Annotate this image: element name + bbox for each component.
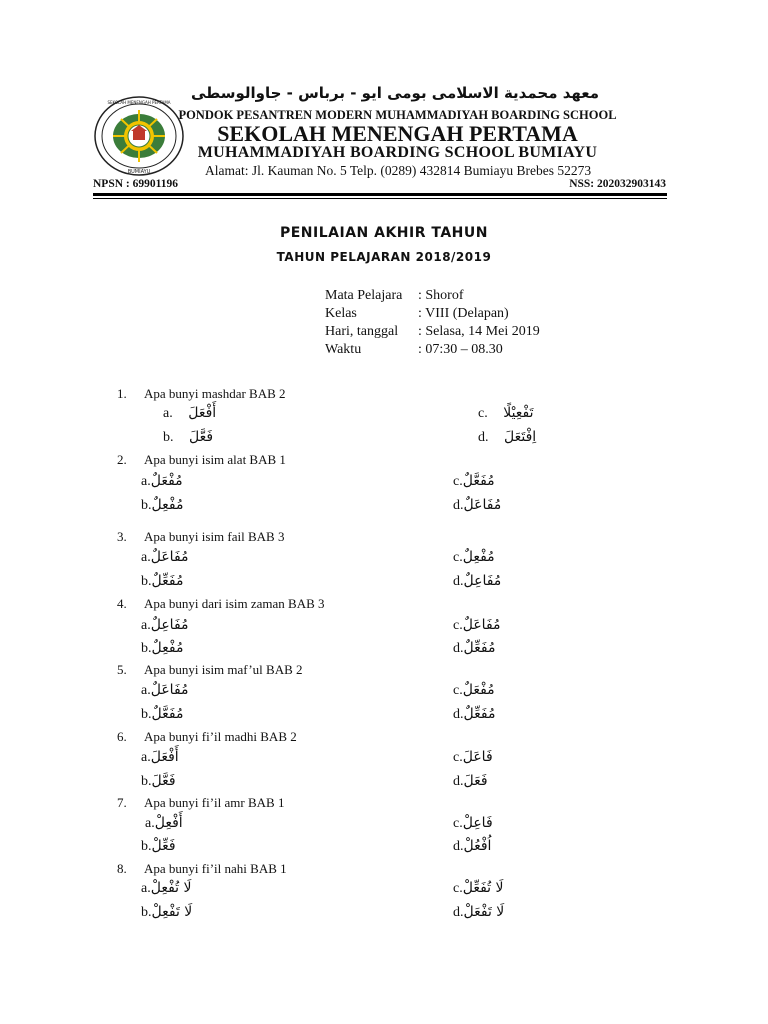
option-arabic: تَفْعِيْلًا — [503, 405, 534, 421]
option-arabic: مُفَاعِلٌ — [150, 617, 189, 633]
info-label: Mata Pelajara — [325, 288, 403, 303]
option-d — [453, 573, 501, 590]
question-4 — [117, 596, 325, 612]
school-address: Alamat: Jl. Kauman No. 5 Telp. (0289) 432814 Bumiayu Brebes 52273 — [205, 163, 592, 178]
option-a — [141, 473, 183, 490]
question-number: 4. — [117, 596, 127, 611]
option-arabic: أَفْعِلْ — [154, 815, 183, 831]
header-divider-thin — [93, 198, 667, 199]
option-a — [141, 682, 189, 699]
svg-text:BUMIAYU: BUMIAYU — [127, 169, 151, 175]
option-letter: d. — [453, 574, 464, 589]
option-arabic: مُفَعِّلٌ — [463, 640, 496, 656]
info-label: Waktu — [325, 342, 362, 357]
option-letter: b. — [141, 574, 152, 589]
npsn-number: NPSN : 69901196 — [93, 178, 178, 190]
option-letter: c. — [453, 550, 463, 565]
info-row-date — [325, 324, 540, 340]
option-arabic: مُفَعَّلٌ — [462, 473, 495, 489]
option-letter: a. — [141, 881, 151, 896]
option-letter: d. — [478, 430, 489, 445]
info-value: : Shorof — [418, 288, 464, 303]
option-arabic: اِفْتَعَلَ — [504, 429, 537, 445]
exam-subtitle: TAHUN PELAJARAN 2018/2019 — [276, 250, 492, 264]
option-arabic: مُفْعِلٌ — [151, 497, 184, 513]
question-text: Apa bunyi fi’il nahi BAB 1 — [144, 861, 287, 876]
option-letter: a. — [145, 816, 155, 831]
option-c — [478, 405, 534, 422]
option-letter: c. — [453, 683, 463, 698]
option-letter: a. — [163, 406, 173, 421]
option-a — [145, 815, 183, 832]
option-arabic: أَفْعَلَ — [188, 405, 217, 421]
info-row-time — [325, 342, 503, 358]
school-name: SEKOLAH MENENGAH PERTAMA — [217, 121, 578, 146]
option-arabic: اُفْعُلْ — [463, 838, 492, 854]
option-b — [141, 706, 183, 723]
option-letter: c. — [453, 618, 463, 633]
option-c — [453, 682, 495, 699]
option-c — [453, 549, 495, 566]
question-5 — [117, 662, 303, 678]
option-d — [453, 640, 495, 657]
option-arabic: مُفَاعَلٌ — [462, 617, 501, 633]
option-c — [453, 473, 495, 490]
option-arabic: مُفَعَّلٌ — [151, 706, 184, 722]
option-letter: d. — [453, 839, 464, 854]
option-a — [141, 549, 189, 566]
option-letter: d. — [453, 498, 464, 513]
question-6 — [117, 729, 297, 745]
question-text: Apa bunyi fi’il amr BAB 1 — [144, 795, 285, 810]
option-arabic: فَعَّلَ — [189, 429, 214, 445]
question-text: Apa bunyi fi’il madhi BAB 2 — [144, 729, 297, 744]
option-letter: d. — [453, 641, 464, 656]
exam-title: PENILAIAN AKHIR TAHUN — [279, 225, 488, 241]
option-arabic: لَا تَفْعَلْ — [463, 904, 505, 920]
question-text: Apa bunyi dari isim zaman BAB 3 — [144, 596, 325, 611]
option-letter: b. — [163, 430, 174, 445]
question-text: Apa bunyi isim alat BAB 1 — [144, 452, 286, 467]
option-arabic: لَا تَفْعِلْ — [151, 904, 193, 920]
question-number: 1. — [117, 386, 127, 401]
info-row-class — [325, 306, 509, 322]
option-b — [141, 573, 183, 590]
option-letter: b. — [141, 905, 152, 920]
question-number: 6. — [117, 729, 127, 744]
arabic-school-name: معهد محمدية الاسلامى بومى ايو - برباس - جاوالوسطى — [190, 84, 600, 102]
option-arabic: مُفْعَلٌ — [150, 473, 183, 489]
school-subname: MUHAMMADIYAH BOARDING SCHOOL BUMIAYU — [197, 144, 598, 161]
option-letter: c. — [453, 881, 463, 896]
option-b — [141, 640, 183, 657]
option-c — [453, 880, 504, 897]
question-text: Apa bunyi isim maf’ul BAB 2 — [144, 662, 303, 677]
header-divider-thick — [93, 193, 667, 196]
option-c — [453, 815, 493, 832]
option-arabic: مُفْعِلٌ — [151, 640, 184, 656]
question-number: 2. — [117, 452, 127, 467]
option-b — [141, 904, 192, 921]
option-letter: b. — [141, 839, 152, 854]
option-arabic: مُفْعِلٌ — [462, 549, 495, 565]
option-a — [141, 617, 189, 634]
option-arabic: فَاعَلَ — [462, 749, 493, 765]
option-arabic: مُفَاعَلٌ — [150, 682, 189, 698]
info-value: : 07:30 – 08.30 — [418, 342, 503, 357]
option-d — [453, 706, 495, 723]
option-b — [141, 773, 176, 790]
question-number: 5. — [117, 662, 127, 677]
option-letter: b. — [141, 641, 152, 656]
option-arabic: مُفَاعِلٌ — [463, 573, 502, 589]
option-letter: d. — [453, 905, 464, 920]
svg-text:SEKOLAH MENENGAH PERTAMA: SEKOLAH MENENGAH PERTAMA — [107, 100, 171, 105]
pondok-name: PONDOK PESANTREN MODERN MUHAMMADIYAH BOARDING SCHOOL — [178, 108, 617, 122]
option-arabic: لَا تُفَعِّلْ — [462, 880, 504, 896]
option-letter: c. — [453, 750, 463, 765]
option-letter: b. — [141, 774, 152, 789]
info-label: Hari, tanggal — [325, 324, 399, 339]
option-arabic: مُفَاعَلٌ — [463, 497, 502, 513]
option-letter: a. — [141, 474, 151, 489]
option-b — [141, 497, 183, 514]
option-arabic: لَا تُفْعِلْ — [150, 880, 192, 896]
question-number: 8. — [117, 861, 127, 876]
option-arabic: مُفْعَلٌ — [462, 682, 495, 698]
option-arabic: فَعَلَ — [463, 773, 488, 789]
question-number: 7. — [117, 795, 127, 810]
option-b — [141, 838, 176, 855]
question-3 — [117, 529, 284, 545]
option-c — [453, 617, 501, 634]
option-letter: a. — [141, 683, 151, 698]
option-a — [141, 880, 192, 897]
option-arabic: مُفَاعَلٌ — [150, 549, 189, 565]
option-letter: b. — [141, 707, 152, 722]
option-b — [163, 429, 213, 446]
option-a — [141, 749, 179, 766]
option-letter: c. — [478, 406, 488, 421]
question-text: Apa bunyi mashdar BAB 2 — [144, 386, 286, 401]
option-arabic: فَعَّلَ — [151, 773, 176, 789]
question-7 — [117, 795, 284, 811]
option-arabic: أَفْعَلَ — [150, 749, 179, 765]
option-letter: a. — [141, 618, 151, 633]
info-row-subject — [325, 288, 464, 304]
option-d — [453, 773, 488, 790]
option-letter: b. — [141, 498, 152, 513]
option-letter: d. — [453, 774, 464, 789]
option-letter: a. — [141, 750, 151, 765]
option-d — [453, 838, 491, 855]
option-c — [453, 749, 493, 766]
nss-number: NSS: 202032903143 — [569, 178, 666, 190]
question-8 — [117, 861, 287, 877]
info-value: : VIII (Delapan) — [418, 306, 509, 321]
option-a — [163, 405, 216, 422]
question-2 — [117, 452, 286, 468]
option-letter: a. — [141, 550, 151, 565]
option-arabic: فَاعِلْ — [462, 815, 493, 831]
option-arabic: فَعِّلْ — [151, 838, 176, 854]
option-arabic: مُفَعِّلٌ — [151, 573, 184, 589]
option-d — [478, 429, 536, 446]
question-1 — [117, 386, 286, 402]
info-value: : Selasa, 14 Mei 2019 — [418, 324, 540, 339]
option-d — [453, 904, 504, 921]
option-letter: c. — [453, 474, 463, 489]
option-arabic: مُفَعِّلٌ — [463, 706, 496, 722]
question-text: Apa bunyi isim fail BAB 3 — [144, 529, 285, 544]
info-label: Kelas — [325, 306, 357, 321]
option-letter: c. — [453, 816, 463, 831]
question-number: 3. — [117, 529, 127, 544]
option-d — [453, 497, 501, 514]
option-letter: d. — [453, 707, 464, 722]
